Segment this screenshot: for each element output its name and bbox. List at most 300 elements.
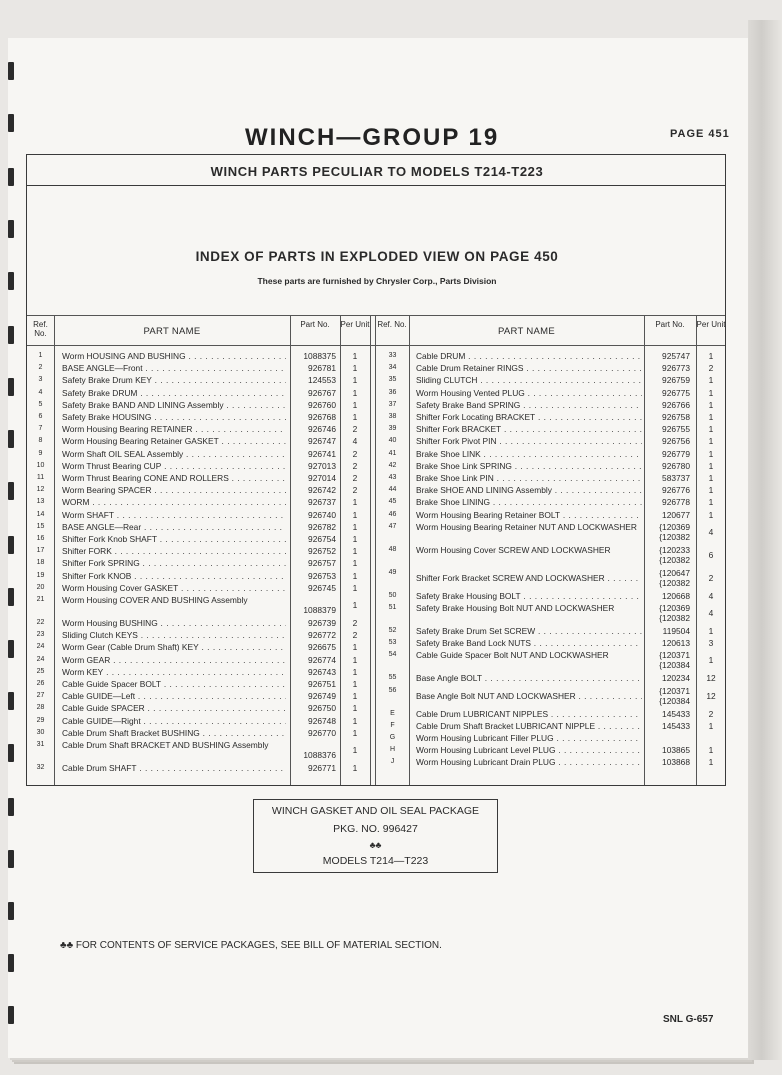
binder-hole <box>8 692 14 710</box>
per-unit: 2 <box>352 460 358 471</box>
part-number-line: {120382 <box>659 531 690 542</box>
per-unit: 1 <box>352 375 358 386</box>
ref-number: 18 <box>36 559 45 567</box>
per-unit: 1 <box>708 720 714 731</box>
per-unit: 4 <box>708 526 714 537</box>
per-unit: 2 <box>352 424 358 435</box>
index-heading: INDEX OF PARTS IN EXPLODED VIEW ON PAGE 450 <box>195 249 559 264</box>
part-number <box>646 473 690 483</box>
index-note: These parts are furnished by Chrysler Corp., Parts Division <box>257 276 497 286</box>
part-number <box>290 691 336 701</box>
part-number-line: 926746 <box>308 424 336 435</box>
table-row <box>376 497 726 509</box>
part-number-line: {120382 <box>659 577 690 588</box>
per-unit: 1 <box>708 375 714 386</box>
ref-number: 14 <box>36 510 45 518</box>
per-unit: 2 <box>352 630 358 641</box>
part-number <box>290 583 336 593</box>
part-name: Cable Drum LUBRICANT NIPPLES . . . <box>416 709 642 719</box>
ref-number: 29 <box>36 716 45 724</box>
part-number <box>646 591 690 601</box>
ref-number: 40 <box>388 437 397 445</box>
part-number-line: {120369 <box>659 521 690 532</box>
per-unit: 1 <box>708 436 714 447</box>
ref-number: 9 <box>38 449 43 457</box>
part-name: Brake SHOE AND LINING Assembly . . . <box>416 485 642 495</box>
part-name: Worm HOUSING AND BUSHING . . . <box>62 351 286 361</box>
part-number <box>290 679 336 689</box>
part-number-line: 120677 <box>662 509 690 520</box>
per-unit: 3 <box>708 638 714 649</box>
part-name: Shifter Fork Locating BRACKET . . . <box>416 412 642 422</box>
ref-number: 37 <box>388 400 397 408</box>
part-number <box>290 351 336 361</box>
ref-number: 49 <box>388 568 397 576</box>
table-row <box>27 583 371 595</box>
per-unit: 1 <box>708 655 714 666</box>
part-number <box>290 461 336 471</box>
table-row <box>27 740 371 762</box>
per-unit: 1 <box>352 715 358 726</box>
part-name: Worm Housing Cover GASKET . . . <box>62 583 286 593</box>
part-number-line: 926770 <box>308 727 336 738</box>
table-row <box>376 412 726 424</box>
part-number <box>646 363 690 373</box>
ref-number: 41 <box>388 449 397 457</box>
per-unit: 1 <box>352 521 358 532</box>
ref-number: 11 <box>36 474 45 481</box>
per-unit: 2 <box>352 448 358 459</box>
per-unit: 2 <box>708 363 714 374</box>
table-row <box>27 412 371 424</box>
part-number <box>646 424 690 434</box>
part-name: Safety Brake Drum Set SCREW . . . <box>416 626 642 636</box>
per-unit: 1 <box>352 387 358 398</box>
table-row <box>27 546 371 558</box>
part-name: Cable Drum Shaft Bracket BUSHING . . . <box>62 728 286 738</box>
package-models: MODELS T214—T223 <box>322 855 429 867</box>
part-name: Safety Brake Band Lock NUTS . . . <box>416 638 642 648</box>
per-unit: 4 <box>708 590 714 601</box>
table-row <box>376 638 726 650</box>
ref-number: 47 <box>388 522 397 530</box>
part-number <box>646 510 690 520</box>
part-name: Worm Bearing SPACER . . . <box>62 485 286 495</box>
part-number-line: 926779 <box>662 448 690 459</box>
per-unit: 1 <box>708 509 714 520</box>
table-row <box>27 363 371 375</box>
table-row <box>27 522 371 534</box>
table-row <box>27 571 371 583</box>
part-number-line: 926767 <box>308 387 336 398</box>
per-unit: 1 <box>708 497 714 508</box>
part-name: Worm Gear (Cable Drum Shaft) KEY . . . <box>62 642 286 652</box>
table-row <box>376 388 726 400</box>
part-number-line: 1088376 <box>303 750 336 760</box>
table-row <box>376 363 726 375</box>
part-number <box>290 388 336 398</box>
ref-number: 25 <box>36 667 45 675</box>
page-number: PAGE 451 <box>670 128 730 140</box>
binder-hole <box>8 1006 14 1024</box>
per-unit: 4 <box>352 436 358 447</box>
table-row <box>376 591 726 603</box>
part-name: Safety Brake Housing Bolt NUT AND LOCKWASHER <box>416 603 615 613</box>
part-number-line: 926740 <box>308 509 336 520</box>
ref-number: J <box>390 758 395 766</box>
header-part-no: Part No. <box>655 320 685 329</box>
part-number <box>290 630 336 640</box>
ref-number: 22 <box>36 619 45 626</box>
part-number <box>290 605 336 615</box>
table-row <box>27 436 371 448</box>
table-row <box>27 716 371 728</box>
ref-number: 5 <box>38 400 43 408</box>
part-number-line: 927013 <box>308 460 336 471</box>
table-row <box>376 733 726 745</box>
part-number-line: 124553 <box>308 375 336 386</box>
per-unit: 1 <box>352 497 358 508</box>
table-row <box>376 485 726 497</box>
binder-hole <box>8 272 14 290</box>
ref-number: 24 <box>36 655 45 663</box>
part-number <box>646 745 690 755</box>
part-name: Cable Drum SHAFT . . . <box>62 763 286 773</box>
part-name: Worm Thrust Bearing CONE AND ROLLERS . . . <box>62 473 286 483</box>
package-symbol: ♣♣ <box>369 840 382 850</box>
table-row <box>376 351 726 363</box>
per-unit: 1 <box>352 351 358 361</box>
ref-number: 34 <box>388 364 397 372</box>
part-number-line: 926781 <box>308 363 336 374</box>
binder-hole <box>8 536 14 554</box>
part-number-line: {120647 <box>659 567 690 578</box>
part-number <box>646 709 690 719</box>
ref-number: 1 <box>38 352 43 359</box>
per-unit: 1 <box>708 626 714 636</box>
ref-number: 20 <box>36 583 45 591</box>
part-number-line: 926782 <box>308 521 336 532</box>
ref-number: 16 <box>36 535 45 542</box>
ref-number: 6 <box>38 413 43 420</box>
per-unit: 1 <box>352 412 358 422</box>
ref-number: 2 <box>38 364 43 372</box>
part-number <box>290 728 336 738</box>
part-name: Cable GUIDE—Right . . . <box>62 716 286 726</box>
part-number <box>646 626 690 636</box>
table-row <box>27 424 371 436</box>
table-row <box>376 745 726 757</box>
ref-number: E <box>390 709 395 717</box>
part-number-line: 926675 <box>308 642 336 653</box>
header-ref: Ref. No. <box>33 320 48 338</box>
per-unit: 1 <box>352 582 358 593</box>
part-number <box>290 558 336 568</box>
part-number <box>646 757 690 767</box>
ref-number: 32 <box>36 764 45 771</box>
package-number: PKG. NO. 996427 <box>333 823 418 835</box>
ref-number: 46 <box>388 510 397 518</box>
ref-number: 48 <box>388 545 397 553</box>
per-unit: 1 <box>352 558 358 569</box>
ref-number: 15 <box>36 522 45 530</box>
part-name: Worm Housing Cover SCREW AND LOCKWASHER <box>416 544 611 555</box>
part-name: Cable DRUM . . . <box>416 351 642 361</box>
part-name: Worm GEAR . . . <box>62 655 286 665</box>
per-unit: 1 <box>708 745 714 756</box>
ref-number: F <box>390 721 395 729</box>
table-top-rule <box>27 315 725 316</box>
ref-number: 19 <box>36 571 45 579</box>
per-unit: 2 <box>708 708 714 719</box>
part-number-line: 103865 <box>662 745 690 756</box>
table-row <box>376 709 726 721</box>
per-unit: 1 <box>352 546 358 557</box>
ref-number: G <box>389 734 396 741</box>
part-number <box>290 510 336 520</box>
part-number-line: 926748 <box>308 715 336 726</box>
part-number <box>290 763 336 773</box>
part-number <box>646 673 690 683</box>
part-number-line: 926751 <box>308 679 336 689</box>
part-number <box>646 375 690 385</box>
per-unit: 1 <box>708 473 714 483</box>
binder-hole <box>8 798 14 816</box>
part-number-line: {120369 <box>659 603 690 613</box>
ref-number: 42 <box>388 461 397 469</box>
part-number-line: 1088375 <box>303 351 336 361</box>
per-unit: 1 <box>352 666 358 677</box>
header-part-no: Part No. <box>300 320 330 329</box>
part-number-line: 926757 <box>308 558 336 569</box>
part-number-line: {120382 <box>659 613 690 623</box>
ref-number: 44 <box>388 486 397 494</box>
part-number-line: {120384 <box>659 660 690 671</box>
part-number-line: 926739 <box>308 618 336 628</box>
ref-number: 17 <box>36 547 45 555</box>
ref-number: 31 <box>36 741 45 748</box>
part-name: Worm Housing Bearing RETAINER . . . <box>62 424 286 434</box>
table-header-rule <box>27 345 725 346</box>
section-subtitle: WINCH PARTS PECULIAR TO MODELS T214-T223 <box>210 164 544 179</box>
part-name: Shifter Fork BRACKET . . . <box>416 424 642 434</box>
part-number <box>646 721 690 731</box>
part-name: Brake Shoe Link SPRING . . . <box>416 461 642 471</box>
header-part-name: PART NAME <box>497 326 556 337</box>
part-number-line: 926775 <box>662 387 690 398</box>
per-unit: 1 <box>352 691 358 702</box>
part-number-line: 927014 <box>308 473 336 483</box>
binder-hole <box>8 902 14 920</box>
table-row <box>27 351 371 363</box>
binder-hole <box>8 430 14 448</box>
ref-number: 53 <box>388 639 397 647</box>
binder-hole <box>8 954 14 972</box>
part-number <box>290 485 336 495</box>
part-number-line: 120668 <box>662 590 690 601</box>
part-number <box>290 497 336 507</box>
part-number <box>646 351 690 361</box>
ref-number: 56 <box>388 686 397 694</box>
part-name: Brake Shoe Link PIN . . . <box>416 473 642 483</box>
part-number-line: 926760 <box>308 399 336 410</box>
part-number <box>290 375 336 385</box>
part-name: Worm Housing Bearing Retainer BOLT . . . <box>416 510 642 520</box>
per-unit: 2 <box>352 618 358 628</box>
table-row <box>27 497 371 509</box>
table-row <box>376 400 726 412</box>
table-row <box>27 618 371 630</box>
part-number <box>290 363 336 373</box>
package-box <box>253 799 498 873</box>
per-unit: 6 <box>708 549 714 560</box>
part-number <box>646 545 690 565</box>
part-name: Shifter FORK . . . <box>62 546 286 556</box>
table-row <box>376 461 726 473</box>
part-name: Shifter Fork Pivot PIN . . . <box>416 436 642 446</box>
per-unit: 1 <box>352 570 358 581</box>
part-number <box>646 638 690 648</box>
part-name: Worm Housing Bearing Retainer NUT AND LOCKWASHER <box>416 521 637 532</box>
part-number <box>646 497 690 507</box>
ref-number: 33 <box>388 352 397 359</box>
part-name: Shifter Fork Knob SHAFT . . . <box>62 534 286 544</box>
binder-hole <box>8 326 14 344</box>
ref-number: 54 <box>388 651 397 659</box>
ref-number: 28 <box>36 704 45 712</box>
part-number-line: 926747 <box>308 436 336 447</box>
table-row <box>376 375 726 387</box>
table-row <box>27 449 371 461</box>
per-unit: 1 <box>708 412 714 422</box>
part-name: Shifter Fork SPRING . . . <box>62 558 286 568</box>
part-number-line: 926743 <box>308 666 336 677</box>
per-unit: 1 <box>708 399 714 410</box>
part-number-line: {120371 <box>659 685 690 696</box>
part-number <box>290 618 336 628</box>
binder-hole <box>8 378 14 396</box>
header-per-unit: Per Unit <box>696 320 726 329</box>
binder-hole <box>8 640 14 658</box>
part-number-line: 926778 <box>662 497 690 508</box>
table-row <box>376 686 726 708</box>
part-name: Worm Housing BUSHING . . . <box>62 618 286 628</box>
table-row <box>376 626 726 638</box>
table-row <box>376 603 726 625</box>
part-number <box>290 642 336 652</box>
binder-hole <box>8 850 14 868</box>
part-number <box>646 650 690 670</box>
header-part-name: PART NAME <box>143 326 201 337</box>
table-row <box>27 558 371 570</box>
part-number-line: 926759 <box>662 375 690 386</box>
table-row <box>27 679 371 691</box>
per-unit: 4 <box>708 608 714 618</box>
part-number <box>290 424 336 434</box>
table-row <box>376 757 726 769</box>
per-unit: 1 <box>352 363 358 374</box>
part-number-line: 926742 <box>308 485 336 496</box>
table-row <box>376 650 726 672</box>
part-number-line: 926756 <box>662 436 690 447</box>
part-number <box>290 667 336 677</box>
part-number <box>290 703 336 713</box>
ref-number: 55 <box>388 674 397 682</box>
table-row <box>27 534 371 546</box>
part-name: BASE ANGLE—Rear . . . <box>62 522 286 532</box>
part-number-line: 926776 <box>662 485 690 496</box>
part-name: Safety Brake DRUM . . . <box>62 388 286 398</box>
part-number <box>290 716 336 726</box>
part-name: Cable Guide SPACER . . . <box>62 703 286 713</box>
ref-number: 7 <box>38 425 43 433</box>
per-unit: 1 <box>352 509 358 520</box>
per-unit: 1 <box>352 679 358 689</box>
table-row <box>27 400 371 412</box>
table-row <box>376 545 726 567</box>
table-row <box>27 655 371 667</box>
part-name: Brake Shoe LINK . . . <box>416 449 642 459</box>
part-name: Cable Guide Spacer BOLT . . . <box>62 679 286 689</box>
part-number <box>290 750 336 760</box>
table-row <box>376 449 726 461</box>
ref-number: 51 <box>388 604 397 611</box>
part-number <box>290 534 336 544</box>
ref-number: 27 <box>36 692 45 700</box>
binder-hole <box>8 744 14 762</box>
part-name: Cable Drum Shaft Bracket LUBRICANT NIPPLE . . . <box>416 721 642 731</box>
ref-number: 13 <box>36 498 45 506</box>
table-row <box>27 703 371 715</box>
part-number-line: 925747 <box>662 351 690 361</box>
ref-number: 8 <box>38 437 43 445</box>
part-number-line: 926780 <box>662 460 690 471</box>
part-number-line: 1088379 <box>303 605 336 615</box>
part-name: Safety Brake Drum KEY . . . <box>62 375 286 385</box>
per-unit: 1 <box>708 757 714 768</box>
part-number-line: 103868 <box>662 757 690 768</box>
ref-number: 39 <box>388 425 397 433</box>
part-name: Worm Thrust Bearing CUP . . . <box>62 461 286 471</box>
part-number-line: 926758 <box>662 412 690 422</box>
part-number-line: 926749 <box>308 691 336 702</box>
binder-hole <box>8 62 14 80</box>
part-name: Cable Drum Shaft BRACKET AND BUSHING Assembly <box>62 740 269 750</box>
part-number-line: 145433 <box>662 708 690 719</box>
part-name: Worm SHAFT . . . <box>62 510 286 520</box>
table-row <box>376 721 726 733</box>
part-name: Worm Housing Lubricant Filler PLUG . . . <box>416 733 642 743</box>
part-number <box>646 686 690 706</box>
table-row <box>376 436 726 448</box>
footnote: ♣♣ FOR CONTENTS OF SERVICE PACKAGES, SEE BILL OF MATERIAL SECTION. <box>60 940 442 951</box>
part-number-line: 926752 <box>308 546 336 557</box>
part-name: Shifter Fork Bracket SCREW AND LOCKWASHER . . . <box>416 573 642 583</box>
per-unit: 1 <box>352 703 358 714</box>
part-name: Worm Housing Vented PLUG . . . <box>416 388 642 398</box>
per-unit: 2 <box>352 473 358 483</box>
per-unit: 1 <box>708 448 714 459</box>
part-name: Sliding CLUTCH . . . <box>416 375 642 385</box>
per-unit: 1 <box>352 654 358 665</box>
part-number-line: 926750 <box>308 703 336 714</box>
part-number <box>646 568 690 588</box>
part-name: Base Angle Bolt NUT AND LOCKWASHER . . . <box>416 691 642 701</box>
part-number-line: 145433 <box>662 720 690 731</box>
per-unit: 1 <box>352 600 358 610</box>
part-number <box>646 388 690 398</box>
binder-hole <box>8 114 14 132</box>
